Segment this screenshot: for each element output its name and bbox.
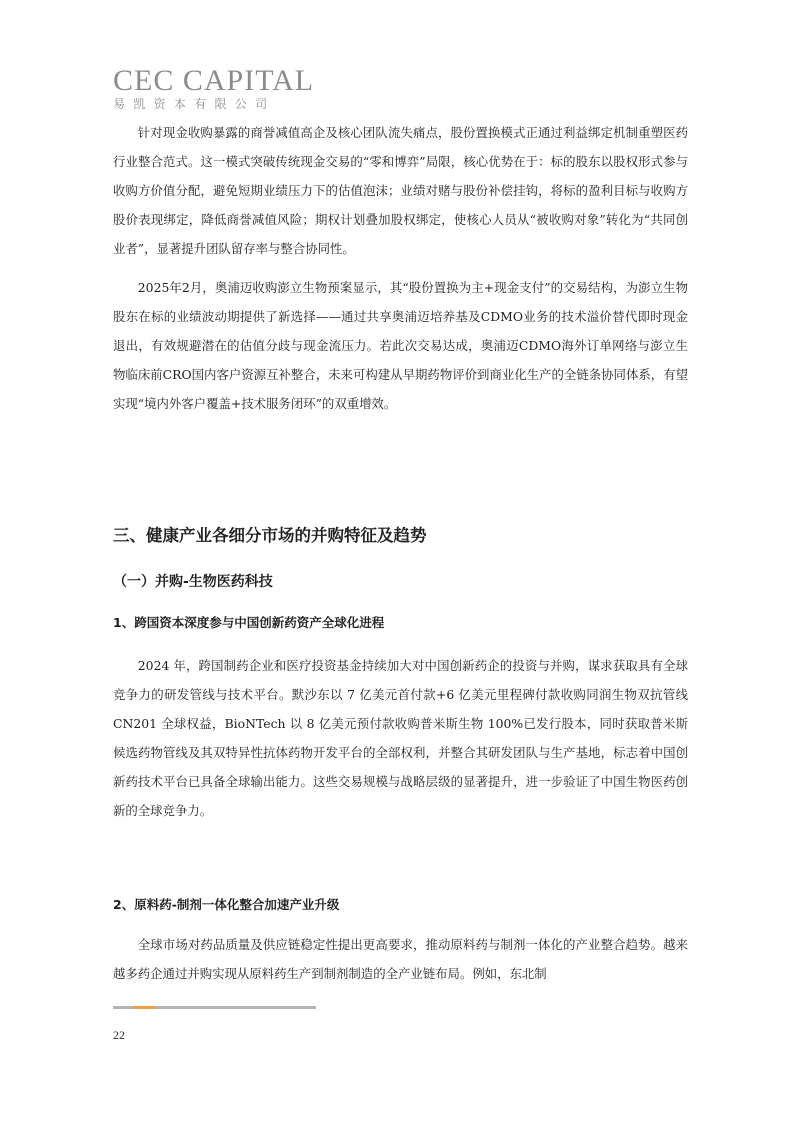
item2-body — [113, 930, 688, 988]
item1-body — [113, 651, 688, 825]
intro-section — [113, 118, 688, 418]
item1-paragraph: 2024 年，跨国制药企业和医疗投资基金持续加大对中国创新药企的投资与并购，谋求获取具有全球竞争力的研发管线与技术平台。默沙东以 7 亿美元首付款+6 亿美元里程碑付款收购同润生物双抗管线 CN201 全球权益，BioNTech 以 8 亿美元预付款收购普米斯生物 100%已发行股本，同时获取普米斯候选药物管线及其双特异性抗体药物开发平台的全部权利，并整合其研发团队与生产基地，标志着中国创新药技术平台已具备全球输出能力。这些交易规模与战略层级的显著提升，进一步验证了中国生物医药创新的全球竞争力。 — [113, 658, 688, 818]
item2-title: 2、原料药-制剂一体化整合加速产业升级 — [113, 897, 340, 912]
logo-chinese-name: 易凯资本有限公司 — [113, 97, 276, 111]
footer-accent-mark — [133, 1006, 155, 1009]
page-number: 22 — [113, 1028, 125, 1042]
item1-title: 1、跨国资本深度参与中国创新药资产全球化进程 — [113, 615, 385, 630]
paragraph-share-swap: 针对现金收购暴露的商誉减值高企及核心团队流失痛点，股份置换模式正通过利益绑定机制重塑医药行业整合范式。这一模式突破传统现金交易的“零和博弈”局限，核心优势在于：标的股东以股权形式参与收购方价值分配，避免短期业绩压力下的估值泡沫；业绩对赌与股份补偿挂钩，将标的盈利目标与收购方股价表现绑定，降低商誉减值风险；期权计划叠加股权绑定，使核心人员从“被收购对象”转化为“共同创业者”，显著提升团队留存率与整合协同性。 — [113, 125, 688, 256]
subsection-title: （一）并购-生物医药科技 — [113, 574, 273, 590]
item2-paragraph: 全球市场对药品质量及供应链稳定性提出更高要求，推动原料药与制剂一体化的产业整合趋势。越来越多药企通过并购实现从原料药生产到制剂制造的全产业链布局。例如，东北制 — [113, 937, 688, 981]
section-title: 三、健康产业各细分市场的并购特征及趋势 — [113, 526, 427, 545]
company-logo — [113, 66, 314, 111]
paragraph-aopumai-case: 2025年2月，奥浦迈收购澎立生物预案显示，其“股份置换为主+现金支付”的交易结构，为澎立生物股东在标的业绩波动期提供了新选择——通过共享奥浦迈培养基及CDMO业务的技术溢价替代即时现金退出，有效规避潜在的估值分歧与现金流压力。若此次交易达成，奥浦迈CDMO海外订单网络与澎立生物临床前CRO国内客户资源互补整合，未来可构建从早期药物评价到商业化生产的全链条协同体系，有望实现“境内外客户覆盖+技术服务闭环”的双重增效。 — [113, 280, 688, 411]
logo-wordmark: CEC CAPITAL — [113, 64, 315, 97]
